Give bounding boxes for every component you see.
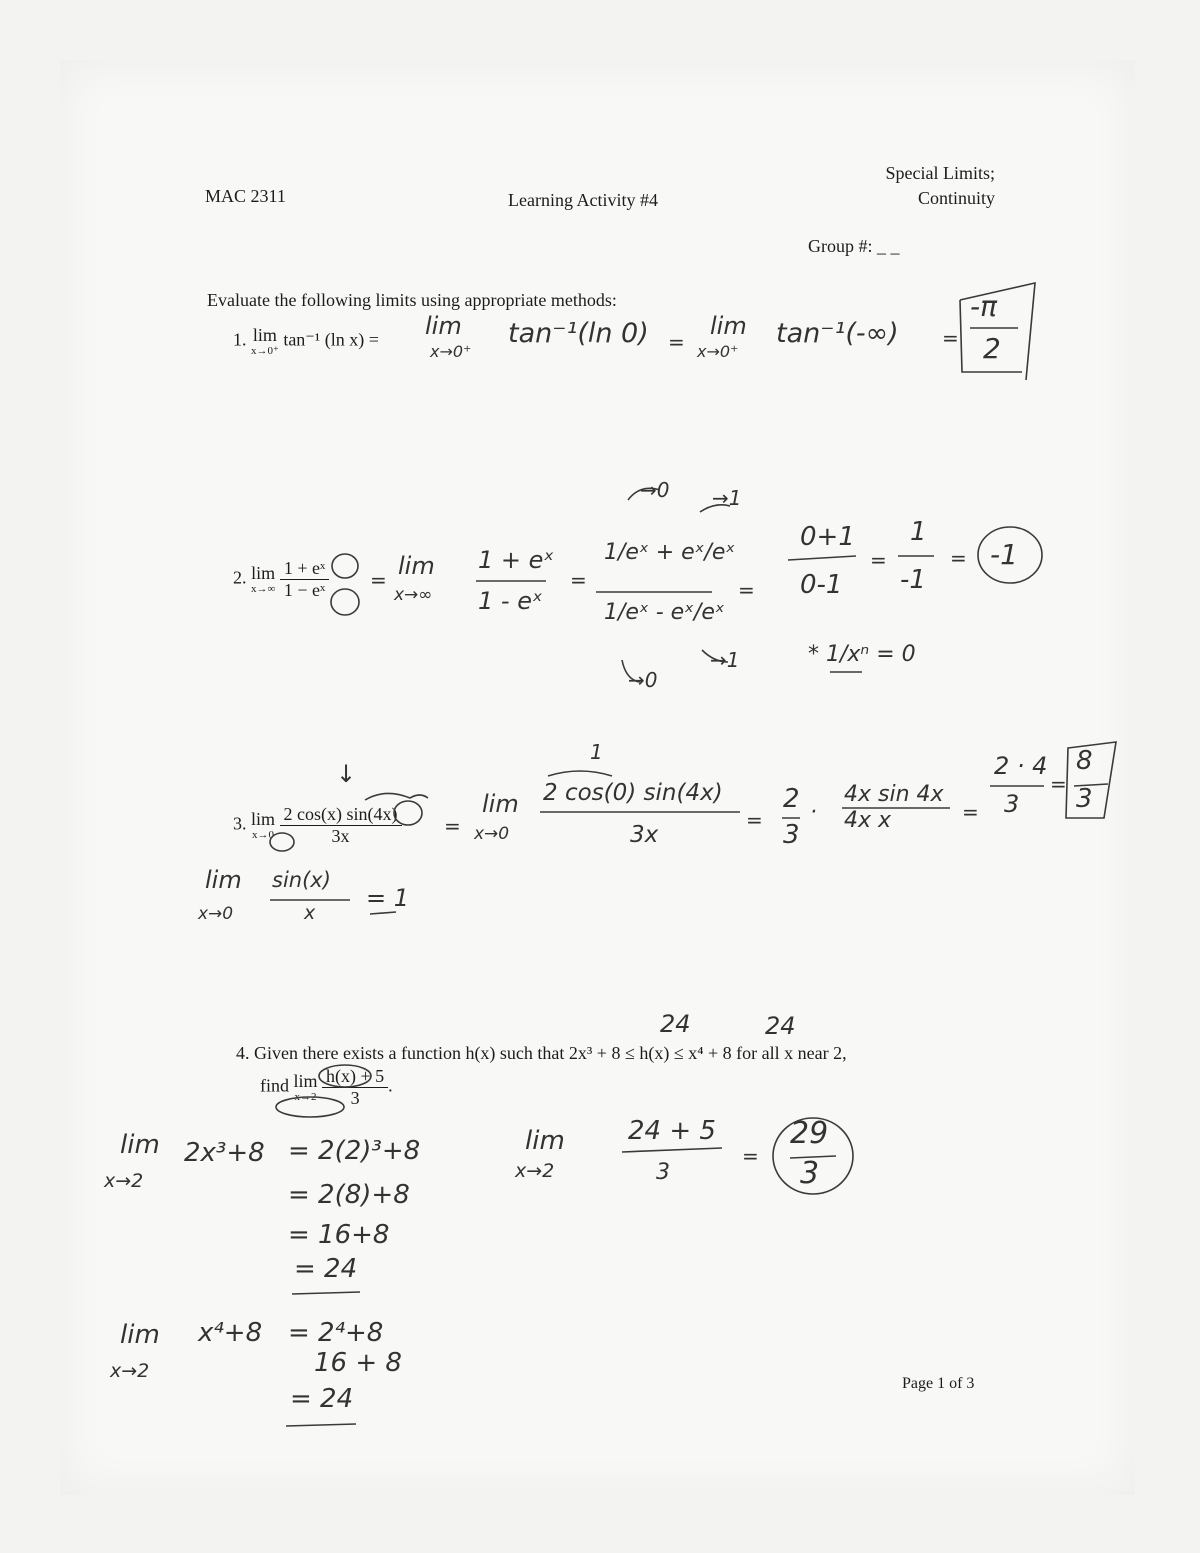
hw-2-eq3: = xyxy=(738,578,755,602)
hw-4-l-sub1: x→2 xyxy=(104,1170,144,1192)
problem-2-lim xyxy=(251,564,275,595)
hw-2-den: 1 - eˣ xyxy=(478,587,543,615)
instructions: Evaluate the following limits using appropriate methods: xyxy=(207,290,617,310)
numerator: 1 + eˣ xyxy=(280,558,329,580)
hw-3-num: 2 cos(0) sin(4x) xyxy=(543,780,723,806)
hw-4-l-step4: = 24 xyxy=(294,1254,358,1284)
hw-4-l-step5: = 2⁴+8 xyxy=(288,1318,384,1348)
hw-2-num: 1 + eˣ xyxy=(478,546,555,574)
hw-2-lim: lim xyxy=(398,552,435,580)
problem-4-fraction xyxy=(322,1066,388,1109)
lim-sub: x→∞ xyxy=(251,583,276,595)
hw-4-r-sub: x→2 xyxy=(515,1160,555,1182)
problem-4-text xyxy=(236,1043,847,1064)
topic-line-2: Continuity xyxy=(917,188,995,208)
hw-2-eq1: = xyxy=(370,568,387,592)
hw-3-eq1: = xyxy=(444,814,461,838)
hw-4-annot-1: 24 xyxy=(660,1010,691,1038)
hw-3-three: 3 xyxy=(783,820,800,850)
hw-3-dot: · xyxy=(810,800,817,825)
hw-2-sub: x→∞ xyxy=(394,585,433,605)
hw-3-side-result: = 1 xyxy=(366,884,410,912)
group-label-text: Group #: xyxy=(808,236,873,256)
course-code: MAC 2311 xyxy=(205,186,286,206)
hw-3-side-sub: x→0 xyxy=(198,904,234,924)
problem-2-number: 2. xyxy=(233,567,247,588)
hw-3-side-den: x xyxy=(304,902,316,924)
hw-2-arrow-1-top: →1 xyxy=(712,486,742,510)
hw-3-prod-num: 2 · 4 xyxy=(994,752,1048,780)
hw-3-cancel-den: 4x x xyxy=(844,808,892,833)
hw-4-l-step1: = 2(2)³+8 xyxy=(288,1136,421,1166)
hw-4-r-ans-den: 3 xyxy=(800,1156,820,1191)
hw-3-cancel-num: 4x sin 4x xyxy=(844,782,944,807)
problem-4-lim xyxy=(294,1072,318,1103)
hw-3-prod-den: 3 xyxy=(1004,790,1020,818)
hw-1-answer-num: -π xyxy=(970,290,997,323)
hw-1-expr1: tan⁻¹(ln 0) xyxy=(508,318,649,349)
lim-text: lim xyxy=(251,809,276,829)
hw-2-arrow-0-top: →0 xyxy=(640,478,670,502)
hw-1-sub1: x→0⁺ xyxy=(430,342,472,361)
find-word: find xyxy=(260,1075,289,1096)
hw-2-s-den: 0-1 xyxy=(800,570,843,600)
hw-2-note: * 1/xⁿ = 0 xyxy=(808,642,916,667)
denominator: 3 xyxy=(350,1088,360,1108)
problem-1-number: 1. xyxy=(233,329,247,350)
hw-4-r-ans-num: 29 xyxy=(790,1116,829,1151)
group-label xyxy=(808,236,900,257)
hw-1-eq2: = xyxy=(942,326,959,350)
hw-4-r-eq: = xyxy=(742,1144,759,1168)
hw-3-lim: lim xyxy=(482,790,519,818)
hw-4-r-den: 3 xyxy=(656,1160,670,1185)
hw-1-lim2: lim xyxy=(710,312,747,340)
hw-4-l-expr2: x⁴+8 xyxy=(198,1318,263,1348)
topic-line-1: Special Limits; xyxy=(885,163,995,183)
hw-4-annot-2: 24 xyxy=(765,1012,796,1040)
hw-1-expr2: tan⁻¹(-∞) xyxy=(776,318,899,349)
problem-4-statement: Given there exists a function h(x) such that 2x³ + 8 ≤ h(x) ≤ x⁴ + 8 for all x near 2, xyxy=(254,1043,847,1063)
hw-3-eq2: = xyxy=(746,808,763,832)
lim-sub: x→0⁺ xyxy=(251,345,279,357)
hw-2-arrow-0-bottom: →0 xyxy=(628,668,658,692)
hw-2-bigden: 1/eˣ - eˣ/eˣ xyxy=(604,600,725,625)
problem-2 xyxy=(233,558,329,601)
hw-2-eq2: = xyxy=(570,568,587,592)
hw-3-side-num: sin(x) xyxy=(272,868,331,892)
hw-3-eq4: = xyxy=(1050,772,1067,796)
denominator: 1 − eˣ xyxy=(283,580,326,600)
problem-3 xyxy=(233,804,402,847)
problem-1-lim xyxy=(251,326,279,357)
hw-3-sub: x→0 xyxy=(474,824,510,844)
lim-sub: x→0 xyxy=(252,829,274,841)
hw-3-den: 3x xyxy=(630,822,659,848)
hw-3-down-arrow: ↓ xyxy=(336,760,357,788)
hw-2-answer: -1 xyxy=(990,538,1018,571)
hw-1-lim1: lim xyxy=(425,312,462,340)
hw-2-one: 1 xyxy=(910,517,927,547)
lim-text: lim xyxy=(293,1071,318,1091)
hw-2-bignum: 1/eˣ + eˣ/eˣ xyxy=(604,540,736,565)
hw-1-sub2: x→0⁺ xyxy=(697,342,739,361)
problem-4-find: find lim x→2 $\frac{h(x) + 5}{3}$ . xyxy=(260,1066,393,1108)
hw-2-arrow-1-bottom: →1 xyxy=(710,648,740,672)
hw-3-answer-num: 8 xyxy=(1076,746,1093,776)
numerator: 2 cos(x) sin(4x) xyxy=(280,804,402,826)
lim-text: lim xyxy=(252,325,277,345)
hw-4-l-step3: = 16+8 xyxy=(288,1220,390,1250)
hw-4-l-step6: 16 + 8 xyxy=(314,1348,402,1378)
hw-2-s-num: 0+1 xyxy=(800,522,855,552)
hw-2-neg-one: -1 xyxy=(900,565,926,595)
hw-3-two: 2 xyxy=(783,784,800,814)
hw-4-r-num: 24 + 5 xyxy=(628,1116,716,1146)
problem-3-fraction xyxy=(280,804,402,847)
hw-1-eq1: = xyxy=(668,330,685,354)
problem-3-lim xyxy=(251,810,275,841)
hw-4-l-lim1: lim xyxy=(120,1130,160,1160)
hw-3-cos-note: 1 xyxy=(590,740,603,764)
hw-1-answer-den: 2 xyxy=(983,332,1001,365)
hw-2-eq5: = xyxy=(950,546,967,570)
hw-3-eq3: = xyxy=(962,800,979,824)
worksheet-page xyxy=(60,60,1135,1495)
numerator: h(x) + 5 xyxy=(322,1066,388,1088)
group-blank: _ _ xyxy=(877,236,900,256)
problem-1-expr: tan⁻¹ (ln x) = xyxy=(283,329,379,350)
hw-2-eq4: = xyxy=(870,548,887,572)
hw-4-l-expr1: 2x³+8 xyxy=(184,1138,265,1168)
hw-4-l-step7: = 24 xyxy=(290,1384,354,1414)
hw-3-side-lim: lim xyxy=(205,866,242,894)
denominator: 3x xyxy=(331,826,350,846)
hw-4-l-lim2: lim xyxy=(120,1320,160,1350)
hw-4-l-sub2: x→2 xyxy=(110,1360,150,1382)
lim-sub: x→2 xyxy=(294,1091,317,1103)
page-title: Learning Activity #4 xyxy=(508,190,658,210)
problem-1 xyxy=(233,326,379,357)
page-number: Page 1 of 3 xyxy=(902,1375,975,1392)
hw-4-r-lim: lim xyxy=(525,1126,565,1156)
hw-4-l-step2: = 2(8)+8 xyxy=(288,1180,410,1210)
problem-3-number: 3. xyxy=(233,813,247,834)
lim-text: lim xyxy=(251,563,276,583)
hw-3-answer-den: 3 xyxy=(1076,784,1093,814)
problem-2-fraction xyxy=(280,558,329,601)
problem-4-number: 4. xyxy=(236,1043,250,1063)
